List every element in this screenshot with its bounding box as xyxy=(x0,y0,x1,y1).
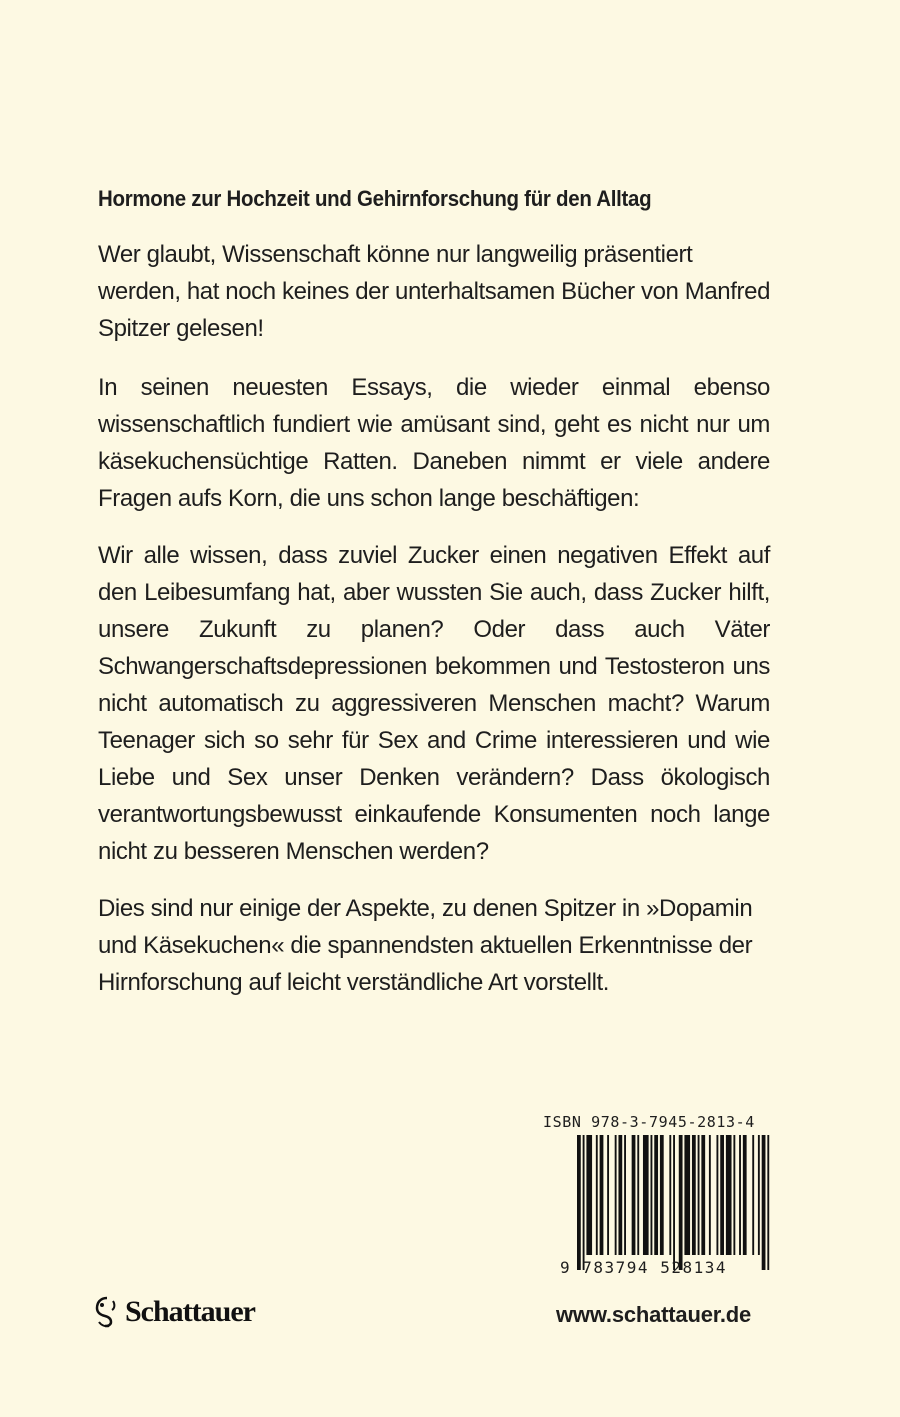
barcode-bar xyxy=(684,1135,690,1255)
barcode-bar xyxy=(701,1135,705,1255)
barcode-bar xyxy=(596,1135,598,1255)
barcode-bar xyxy=(709,1135,711,1255)
barcode-bar xyxy=(698,1135,700,1255)
paragraph-questions: Wir alle wissen, dass zuviel Zucker einen negativen Effekt auf den Leibesumfang hat, aber wussten Sie auch, dass Zucker hilft, unsere Zukunft zu planen? Oder dass auch Väter Schwangerschaftsdepressionen bekommen und Testosteron uns nicht automatisch zu aggressiveren Menschen macht? Warum Teenager sich so sehr für Sex and Crime interessieren und wie Liebe und Sex unser Denken verändern? Dass ökologisch verantwortungsbewusst einkaufende Konsumenten noch lange nicht zu besseren Menschen werden? xyxy=(98,542,770,865)
barcode-bar xyxy=(586,1135,592,1255)
barcode-bar xyxy=(651,1135,653,1255)
publisher-name: Schattauer xyxy=(125,1295,255,1328)
barcode-bar xyxy=(758,1135,760,1255)
barcode-bar xyxy=(726,1135,732,1255)
isbn-label: ISBN 978-3-7945-2813-4 xyxy=(543,1113,755,1131)
barcode-bar xyxy=(654,1135,658,1255)
barcode-bar xyxy=(583,1135,585,1270)
barcode-bar xyxy=(615,1135,617,1255)
barcode-bar xyxy=(673,1135,675,1270)
barcode-bar xyxy=(716,1135,718,1255)
barcode-bar xyxy=(720,1135,724,1255)
barcode-bar xyxy=(733,1135,735,1255)
barcode-bar xyxy=(767,1135,769,1270)
barcode-bar xyxy=(637,1135,639,1255)
barcode-bar xyxy=(660,1135,664,1255)
barcode-bar xyxy=(692,1135,696,1255)
paragraph-essays: In seinen neuesten Essays, die wieder einmal ebenso wissenschaftlich fundiert wie amüsant sind, geht es nicht nur um käsekuchensüchtige Ratten. Daneben nimmt er viele andere Fragen aufs Korn, die uns schon lange beschäftigen: xyxy=(98,374,770,512)
barcode-bar xyxy=(577,1135,581,1270)
barcode-bar xyxy=(600,1135,604,1255)
barcode-bar xyxy=(679,1135,683,1270)
barcode-bar xyxy=(739,1135,741,1255)
barcode-bar xyxy=(669,1135,671,1255)
barcode-bar xyxy=(752,1135,754,1255)
schattauer-logo-icon xyxy=(93,1295,121,1329)
barcode-bar xyxy=(624,1135,626,1255)
barcode-bar xyxy=(643,1135,649,1255)
publisher-logo xyxy=(93,1295,255,1329)
barcode-bar xyxy=(618,1135,622,1255)
paragraph-summary: Dies sind nur einige der Aspekte, zu denen Spitzer in »Dopamin und Käsekuchen« die spannendsten aktuellen Erkenntnisse der Hirnforschung auf leicht verständliche Art vorstellt. xyxy=(98,895,753,996)
barcode-bar xyxy=(632,1135,636,1255)
publisher-website: www.schattauer.de xyxy=(556,1302,752,1327)
barcode xyxy=(577,1135,773,1270)
barcode-digits: 9 783794 528134 xyxy=(560,1258,727,1277)
barcode-bar xyxy=(607,1135,609,1255)
barcode-bar xyxy=(743,1135,747,1255)
back-cover-heading: Hormone zur Hochzeit und Gehirnforschung für den Alltag xyxy=(98,186,652,211)
paragraph-intro: Wer glaubt, Wissenschaft könne nur langweilig präsentiert werden, hat noch keines der unterhaltsamen Bücher von Manfred Spitzer gelesen! xyxy=(98,241,771,342)
barcode-bar xyxy=(762,1135,766,1270)
